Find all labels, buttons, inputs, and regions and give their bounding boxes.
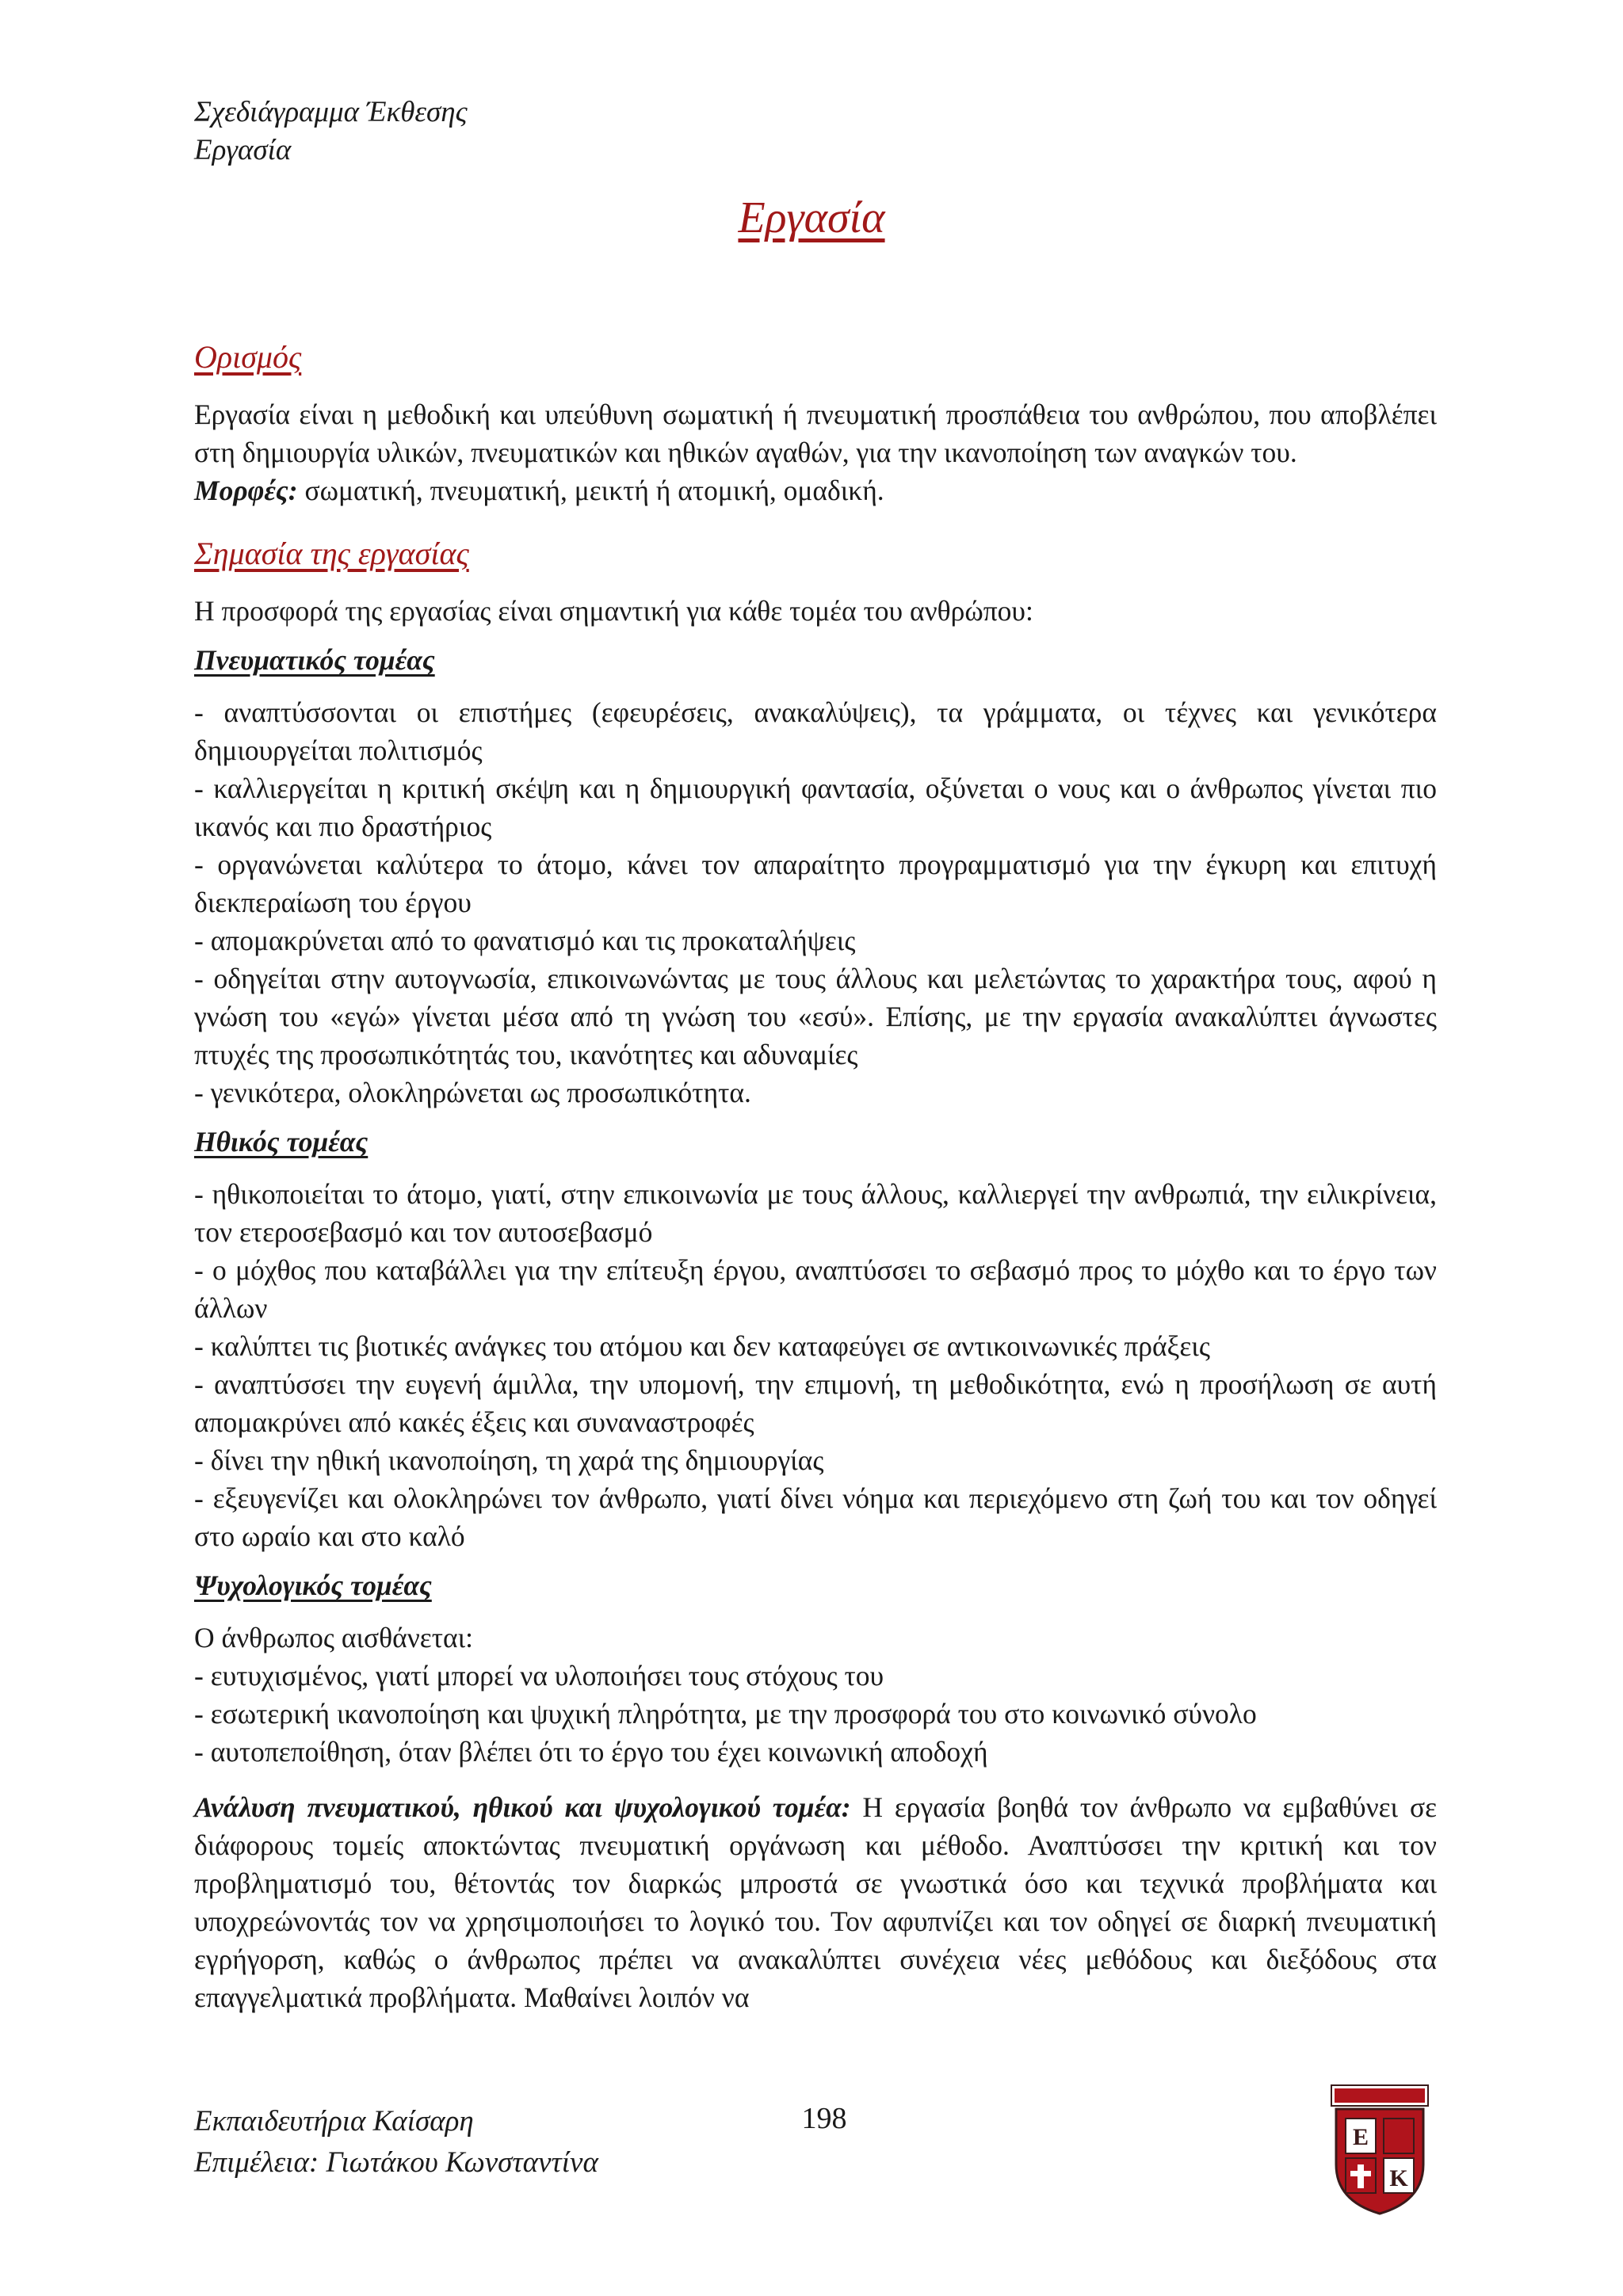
spiritual-title: Πνευματικός τομέας [194,644,435,676]
psychological-list [194,1657,1437,1771]
list-item: - εξευγενίζει και ολοκληρώνει τον άνθρωπο, γιατί δίνει νόημα και περιεχόμενο στη ζωή του και τον οδηγεί στο ωραίο και στο καλό [194,1482,1437,1552]
page-title: Εργασία [738,193,885,242]
moral-title: Ηθικός τομέας [194,1126,369,1158]
list-item: - ευτυχισμένος, γιατί μπορεί να υλοποιήσει τους στόχους του [194,1660,884,1691]
definition-heading: Ορισμός [194,339,302,375]
footer-line-2: Επιμέλεια: Γιωτάκου Κωνσταντίνα [194,2146,598,2179]
logo-letter-right: K [1389,2165,1408,2191]
moral-list [194,1175,1437,1555]
spiritual-list [194,693,1437,1112]
list-item: - οργανώνεται καλύτερα το άτομο, κάνει τον απαραίτητο προγραμματισμό για την έγκυρη και επιτυχή διεκπεραίωση του έργου [194,849,1437,918]
list-item: - δίνει την ηθική ικανοποίηση, τη χαρά της δημιουργίας [194,1444,824,1476]
psychological-intro: Ο άνθρωπος αισθάνεται: [194,1622,473,1653]
list-item: - απομακρύνεται από το φανατισμό και τις προκαταλήψεις [194,925,856,956]
analysis-paragraph [194,1788,1437,2016]
page-number: 198 [801,2102,847,2135]
list-item: - εσωτερική ικανοποίηση και ψυχική πληρότητα, με την προσφορά του στο κοινωνικό σύνολο [194,1698,1257,1730]
list-item: - οδηγείται στην αυτογνωσία, επικοινωνώντας με τους άλλους και μελετώντας το χαρακτήρα τους, αφού η γνώση του «εγώ» γίνεται μέσα από τη γνώση του «εσύ». Επίσης, με την εργασία ανακαλύπτει άγνωστες πτυχές της προσωπικότητάς του, ικανότητες και αδυναμίες [194,963,1437,1070]
page-header [194,93,828,170]
analysis-label: Ανάλυση πνευματικού, ηθικού και ψυχολογικού τομέα: [194,1791,851,1823]
page-footer [194,2101,598,2183]
list-item: - αναπτύσσει την ευγενή άμιλλα, την υπομονή, την επιμονή, τη μεθοδικότητα, ενώ η προσήλωση σε αυτή απομακρύνει από κακές έξεις και συναναστροφές [194,1368,1437,1438]
school-crest-logo [1328,2082,1431,2217]
header-line-2: Εργασία [194,134,292,166]
analysis-text: Η εργασία βοηθά τον άνθρωπο να εμβαθύνει σε διάφορους τομείς αποκτώντας πνευματική οργάνωση και μέθοδο. Αναπτύσσει την κριτική και τον προβληματισμό του, θέτοντάς τον διαρκώς μπροστά σε γνωστικά όσο και τεχνικά προβλήματα και υποχρεώνοντάς τον να χρησιμοποιήσει το λογικό του. Τον αφυπνίζει και τον οδηγεί σε διαρκή πνευματική εγρήγορση, καθώς ο άνθρωπος πρέπει να ανακαλύπτει συνέχεια νέες μεθόδους και διεξόδους στα επαγγελματικά προβλήματα. Μαθαίνει λοιπόν να [194,1791,1437,2013]
forms-label: Μορφές: [194,475,298,506]
importance-intro: Η προσφορά της εργασίας είναι σημαντική για κάθε τομέα του ανθρώπου: [194,595,1033,627]
list-item: - ο μόχθος που καταβάλλει για την επίτευξη έργου, αναπτύσσει το σεβασμό προς το μόχθο και το έργο των άλλων [194,1254,1437,1324]
list-item: - καλύπτει τις βιοτικές ανάγκες του ατόμου και δεν καταφεύγει σε αντικοινωνικές πράξεις [194,1330,1210,1362]
list-item: - γενικότερα, ολοκληρώνεται ως προσωπικότητα. [194,1077,751,1108]
list-item: - ηθικοποιείται το άτομο, γιατί, στην επικοινωνία με τους άλλους, καλλιεργεί την ανθρωπιά, την ειλικρίνεια, τον ετεροσεβασμό και τον αυτοσεβασμό [194,1178,1437,1248]
forms-line [194,471,1437,509]
psychological-title: Ψυχολογικός τομέας [194,1569,432,1601]
document-body [194,337,1437,2016]
importance-heading: Σημασία της εργασίας [194,536,469,571]
list-item: - αναπτύσσονται οι επιστήμες (εφευρέσεις, ανακαλύψεις), τα γράμματα, οι τέχνες και γενικότερα δημιουργείται πολιτισμός [194,696,1437,766]
list-item: - αυτοπεποίθηση, όταν βλέπει ότι το έργο του έχει κοινωνική αποδοχή [194,1736,988,1768]
list-item: - καλλιεργείται η κριτική σκέψη και η δημιουργική φαντασία, οξύνεται ο νους και ο άνθρωπος γίνεται πιο ικανός και πιο δραστήριος [194,772,1437,842]
logo-letter-left: E [1352,2124,1369,2150]
forms-text: σωματική, πνευματική, μεικτή ή ατομική, ομαδική. [297,475,884,506]
definition-text: Εργασία είναι η μεθοδική και υπεύθυνη σωματική ή πνευματική προσπάθεια του ανθρώπου, που αποβλέπει στη δημιουργία υλικών, πνευματικών και ηθικών αγαθών, για την ικανοποίηση των αναγκών του. [194,399,1437,468]
header-line-1: Σχεδιάγραμμα Έκθεσης [194,96,468,128]
footer-line-1: Εκπαιδευτήρια Καίσαρη [194,2105,474,2138]
